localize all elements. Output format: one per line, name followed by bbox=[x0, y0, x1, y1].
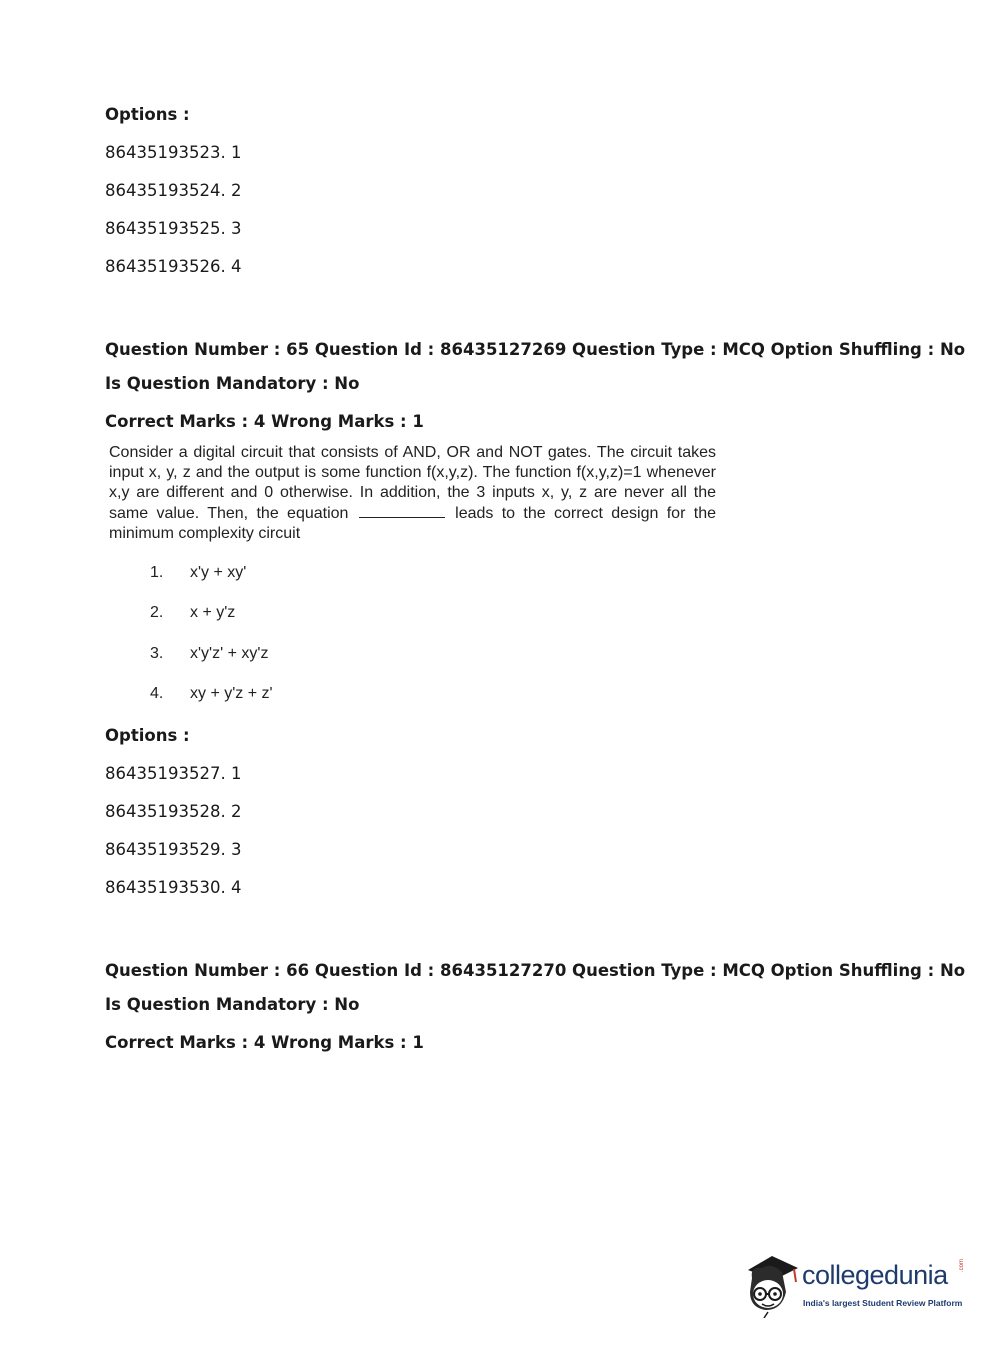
question-header: Question Number : 66 Question Id : 86435127270 Question Type : MCQ Option Shuffling : No bbox=[105, 961, 966, 980]
option-item: 86435193526. 4 bbox=[105, 257, 242, 276]
option-item: 86435193525. 3 bbox=[105, 219, 242, 238]
logo-tagline: India's largest Student Review Platform bbox=[803, 1298, 963, 1308]
option-item: 86435193524. 2 bbox=[105, 181, 242, 200]
options-label: Options : bbox=[105, 726, 190, 745]
question-marks: Correct Marks : 4 Wrong Marks : 1 bbox=[105, 1033, 424, 1052]
option-item: 86435193530. 4 bbox=[105, 878, 242, 897]
choice-number: 4. bbox=[150, 685, 164, 702]
choice-item bbox=[150, 604, 235, 622]
question-text bbox=[109, 443, 716, 544]
question-text-part2: leads to the correct design for the minimum complexity circuit bbox=[109, 504, 716, 542]
choice-expression: xy + y'z + z' bbox=[190, 685, 273, 702]
logo-wordmark: collegedunia bbox=[802, 1260, 948, 1290]
question-text-part1: Consider a digital circuit that consists of AND, OR and NOT gates. The circuit takes input x, y, z and the output is some function f(x,y,z). The function f(x,y,z)=1 whenever x,y are different and 0 otherwise. In addition, the 3 inputs x, y, z are never all the same value. Then, the equation bbox=[109, 444, 716, 522]
mascot-icon bbox=[742, 1248, 802, 1318]
answer-blank bbox=[359, 505, 445, 518]
choice-expression: x'y'z' + xy'z bbox=[190, 645, 269, 662]
option-item: 86435193528. 2 bbox=[105, 802, 242, 821]
question-marks: Correct Marks : 4 Wrong Marks : 1 bbox=[105, 412, 424, 431]
options-label: Options : bbox=[105, 105, 190, 124]
choice-item bbox=[150, 564, 246, 582]
option-item: 86435193529. 3 bbox=[105, 840, 242, 859]
choice-number: 1. bbox=[150, 564, 164, 581]
option-item: 86435193523. 1 bbox=[105, 143, 242, 162]
option-item: 86435193527. 1 bbox=[105, 764, 242, 783]
choice-expression: x'y + xy' bbox=[190, 564, 247, 581]
question-header: Question Number : 65 Question Id : 86435127269 Question Type : MCQ Option Shuffling : No bbox=[105, 340, 966, 359]
logo-com: .com bbox=[959, 1258, 965, 1272]
choice-item bbox=[150, 645, 268, 663]
choice-number: 2. bbox=[150, 604, 164, 621]
choice-number: 3. bbox=[150, 645, 164, 662]
collegedunia-logo bbox=[742, 1248, 972, 1318]
choice-item bbox=[150, 685, 273, 703]
question-mandatory: Is Question Mandatory : No bbox=[105, 995, 360, 1014]
question-mandatory: Is Question Mandatory : No bbox=[105, 374, 360, 393]
choice-expression: x + y'z bbox=[190, 604, 236, 621]
